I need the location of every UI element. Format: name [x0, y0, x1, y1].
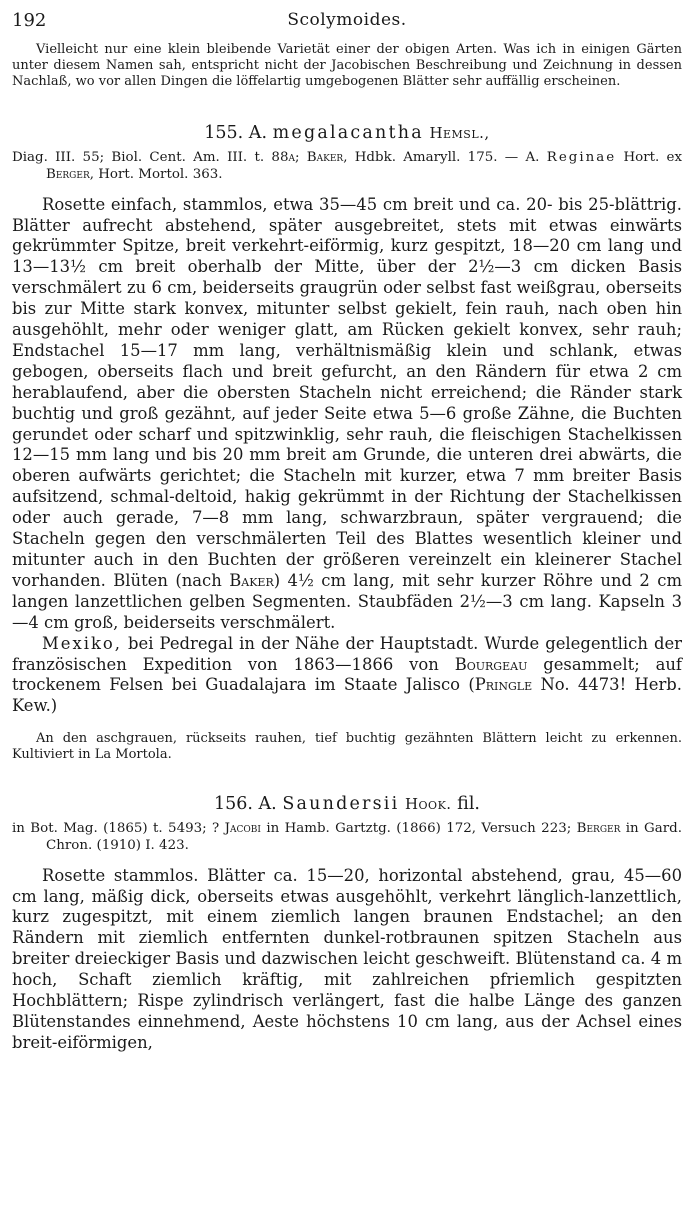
- description-baker: Baker: [229, 570, 274, 590]
- ref-gard-chron: in Gard. Chron. (1910) I. 423.: [46, 820, 682, 853]
- ref-diag-a: a: [288, 149, 295, 165]
- distribution-mexiko: Mexiko,: [42, 633, 122, 653]
- ref-diag-sep: ;: [294, 149, 307, 165]
- species-155-number: 155. A.: [204, 122, 268, 143]
- species-155-note: An den aschgrauen, rückseits rauhen, tief buchtig gezähnten Blättern leicht zu erkennen. Kultiviert in La Mortola.: [12, 731, 682, 763]
- synonym-hort: Hort. ex: [623, 149, 683, 165]
- page-number: 192: [12, 10, 47, 31]
- ref-hamb: in Hamb. Gartztg. (1866) 172, Versuch 223;: [266, 820, 572, 836]
- running-title: Scolymoides.: [287, 10, 407, 30]
- intro-note: Vielleicht nur eine klein bleibende Varietät einer der obigen Arten. Was ich in einigen Gärten unter diesem Namen sah, entspricht nicht der Jacobischen Beschreibung und Zeichnung in dessen Nachlaß, wo vor allen Dingen die löffelartig umgebogenen Blätter sehr auffällig erscheinen.: [12, 42, 682, 90]
- species-156-author: Hook.: [404, 794, 452, 813]
- species-156-heading: [12, 794, 682, 814]
- species-155-references: [12, 149, 682, 183]
- species-156-author-suffix: fil.: [457, 793, 480, 814]
- ref-diag: Diag. III. 55; Biol. Cent. Am. III. t. 88: [12, 149, 289, 165]
- ref-bot-mag: in Bot. Mag. (1865) t. 5493; ?: [12, 820, 220, 836]
- species-156-name: Saundersii: [282, 793, 400, 814]
- ref-hort-mortol: , Hort. Mortol. 363.: [89, 166, 223, 182]
- distribution-pringle: Pringle: [474, 675, 533, 695]
- ref-berger-2: Berger: [576, 820, 621, 836]
- description-text-2: ) 4½ cm lang, mit sehr kurzer Röhre und 2 cm langen lanzettlichen gelben Segmenten. Staubfäden 2½—3 cm lang. Kapseln 3—4 cm groß, beiderseits verschmälert.: [12, 570, 682, 632]
- distribution-text-2: gesammelt; auf trockenem Felsen bei Guadalajara im Staate Jalisco (: [12, 654, 682, 695]
- ref-jacobi: Jacobi: [224, 820, 261, 836]
- ref-hdbk: , Hdbk. Amaryll. 175. — A.: [343, 149, 540, 165]
- species-156-references: [12, 820, 682, 854]
- species-155-author: Hemsl.,: [429, 123, 490, 142]
- ref-baker: Baker: [306, 149, 344, 165]
- species-156-description: Rosette stammlos. Blätter ca. 15—20, horizontal abstehend, grau, 45—60 cm lang, mäßig dick, oberseits etwas ausgehöhlt, verkehrt länglich-lanzettlich, kurz zugespitzt, mit einem ziemlich langen braunen Endstachel; an den Rändern mit ziemlich entfernten dunkel-rotbraunen spitzen Stacheln aus breiter dreieckiger Basis und dazwischen leicht geschweift. Blütenstand ca. 4 m hoch, Schaft ziemlich kräftig, mit zahlreichen pfriemlich gespitzten Hochblättern; Rispe zylindrisch verlängert, fast die halbe Länge des ganzen Blütenstandes einnehmend, Aeste höchstens 10 cm lang, aus der Achsel eines breit-eiförmigen,: [12, 865, 682, 1052]
- synonym-name: Reginae: [546, 149, 617, 165]
- distribution-text: bei Pedregal in der Nähe der Hauptstadt. Wurde gelegentlich der französischen Expedition von 1863—1866 von: [12, 633, 682, 674]
- description-text: Rosette einfach, stammlos, etwa 35—45 cm breit und ca. 20- bis 25-blättrig. Blätter aufrecht abstehend, später ausgebreitet, stets mit etwas einwärts gekrümmter Spitze, breit verkehrt-eiförmig, kurz gespitzt, 18—20 cm lang und 13—13½ cm breit oberhalb der Mitte, über der 2½—3 cm dicken Basis verschmälert zu 6 cm, beiderseits graugrün oder selbst fast weißgrau, oberseits bis zur Mitte stark konvex, mitunter selbst gekielt, fein rauh, nach oben hin ausgehöhlt, mehr oder weniger glatt, am Rücken gekielt konvex, sehr rauh; Endstachel 15—17 mm lang, verhältnismäßig klein und schlank, etwas gebogen, oberseits flach und breit gefurcht, an den Rändern für etwa 2 cm herablaufend, aber die obersten Stacheln nicht erreichend; die Ränder stark buchtig und groß gezähnt, auf jeder Seite etwa 5—6 große Zähne, die Buchten gerundet oder scharf und spitzwinklig, sehr rauh, die fleischigen Stachelkissen 12—15 mm lang und bis 20 mm breit am Grunde, die unteren drei abwärts, die oberen aufwärts gerichtet; die Stacheln mit kurzer, etwa 7 mm breiter Basis aufsitzend, schmal-deltoid, hakig gekrümmt in der Richtung der Stachelkissen oder auch gerade, 7—8 mm lang, schwarzbraun, später vergrauend; die Stacheln gegen den verschmälerten Teil des Blattes wesentlich kleiner und mitunter auch in den Buchten der größeren vereinzelt ein kleinerer Stachel vorhanden. Blüten (nach: [12, 194, 682, 590]
- species-155-description: [12, 195, 682, 634]
- ref-berger: Berger: [46, 166, 90, 182]
- distribution-bourgeau: Bourgeau: [454, 654, 528, 674]
- distribution-text-3: No. 4473! Herb. Kew.): [12, 675, 682, 716]
- species-155-heading: [12, 123, 682, 143]
- species-156-number: 156. A.: [214, 793, 277, 814]
- species-155-name: megalacantha: [272, 122, 424, 143]
- species-155-distribution: [12, 634, 682, 718]
- page-header: [12, 8, 682, 36]
